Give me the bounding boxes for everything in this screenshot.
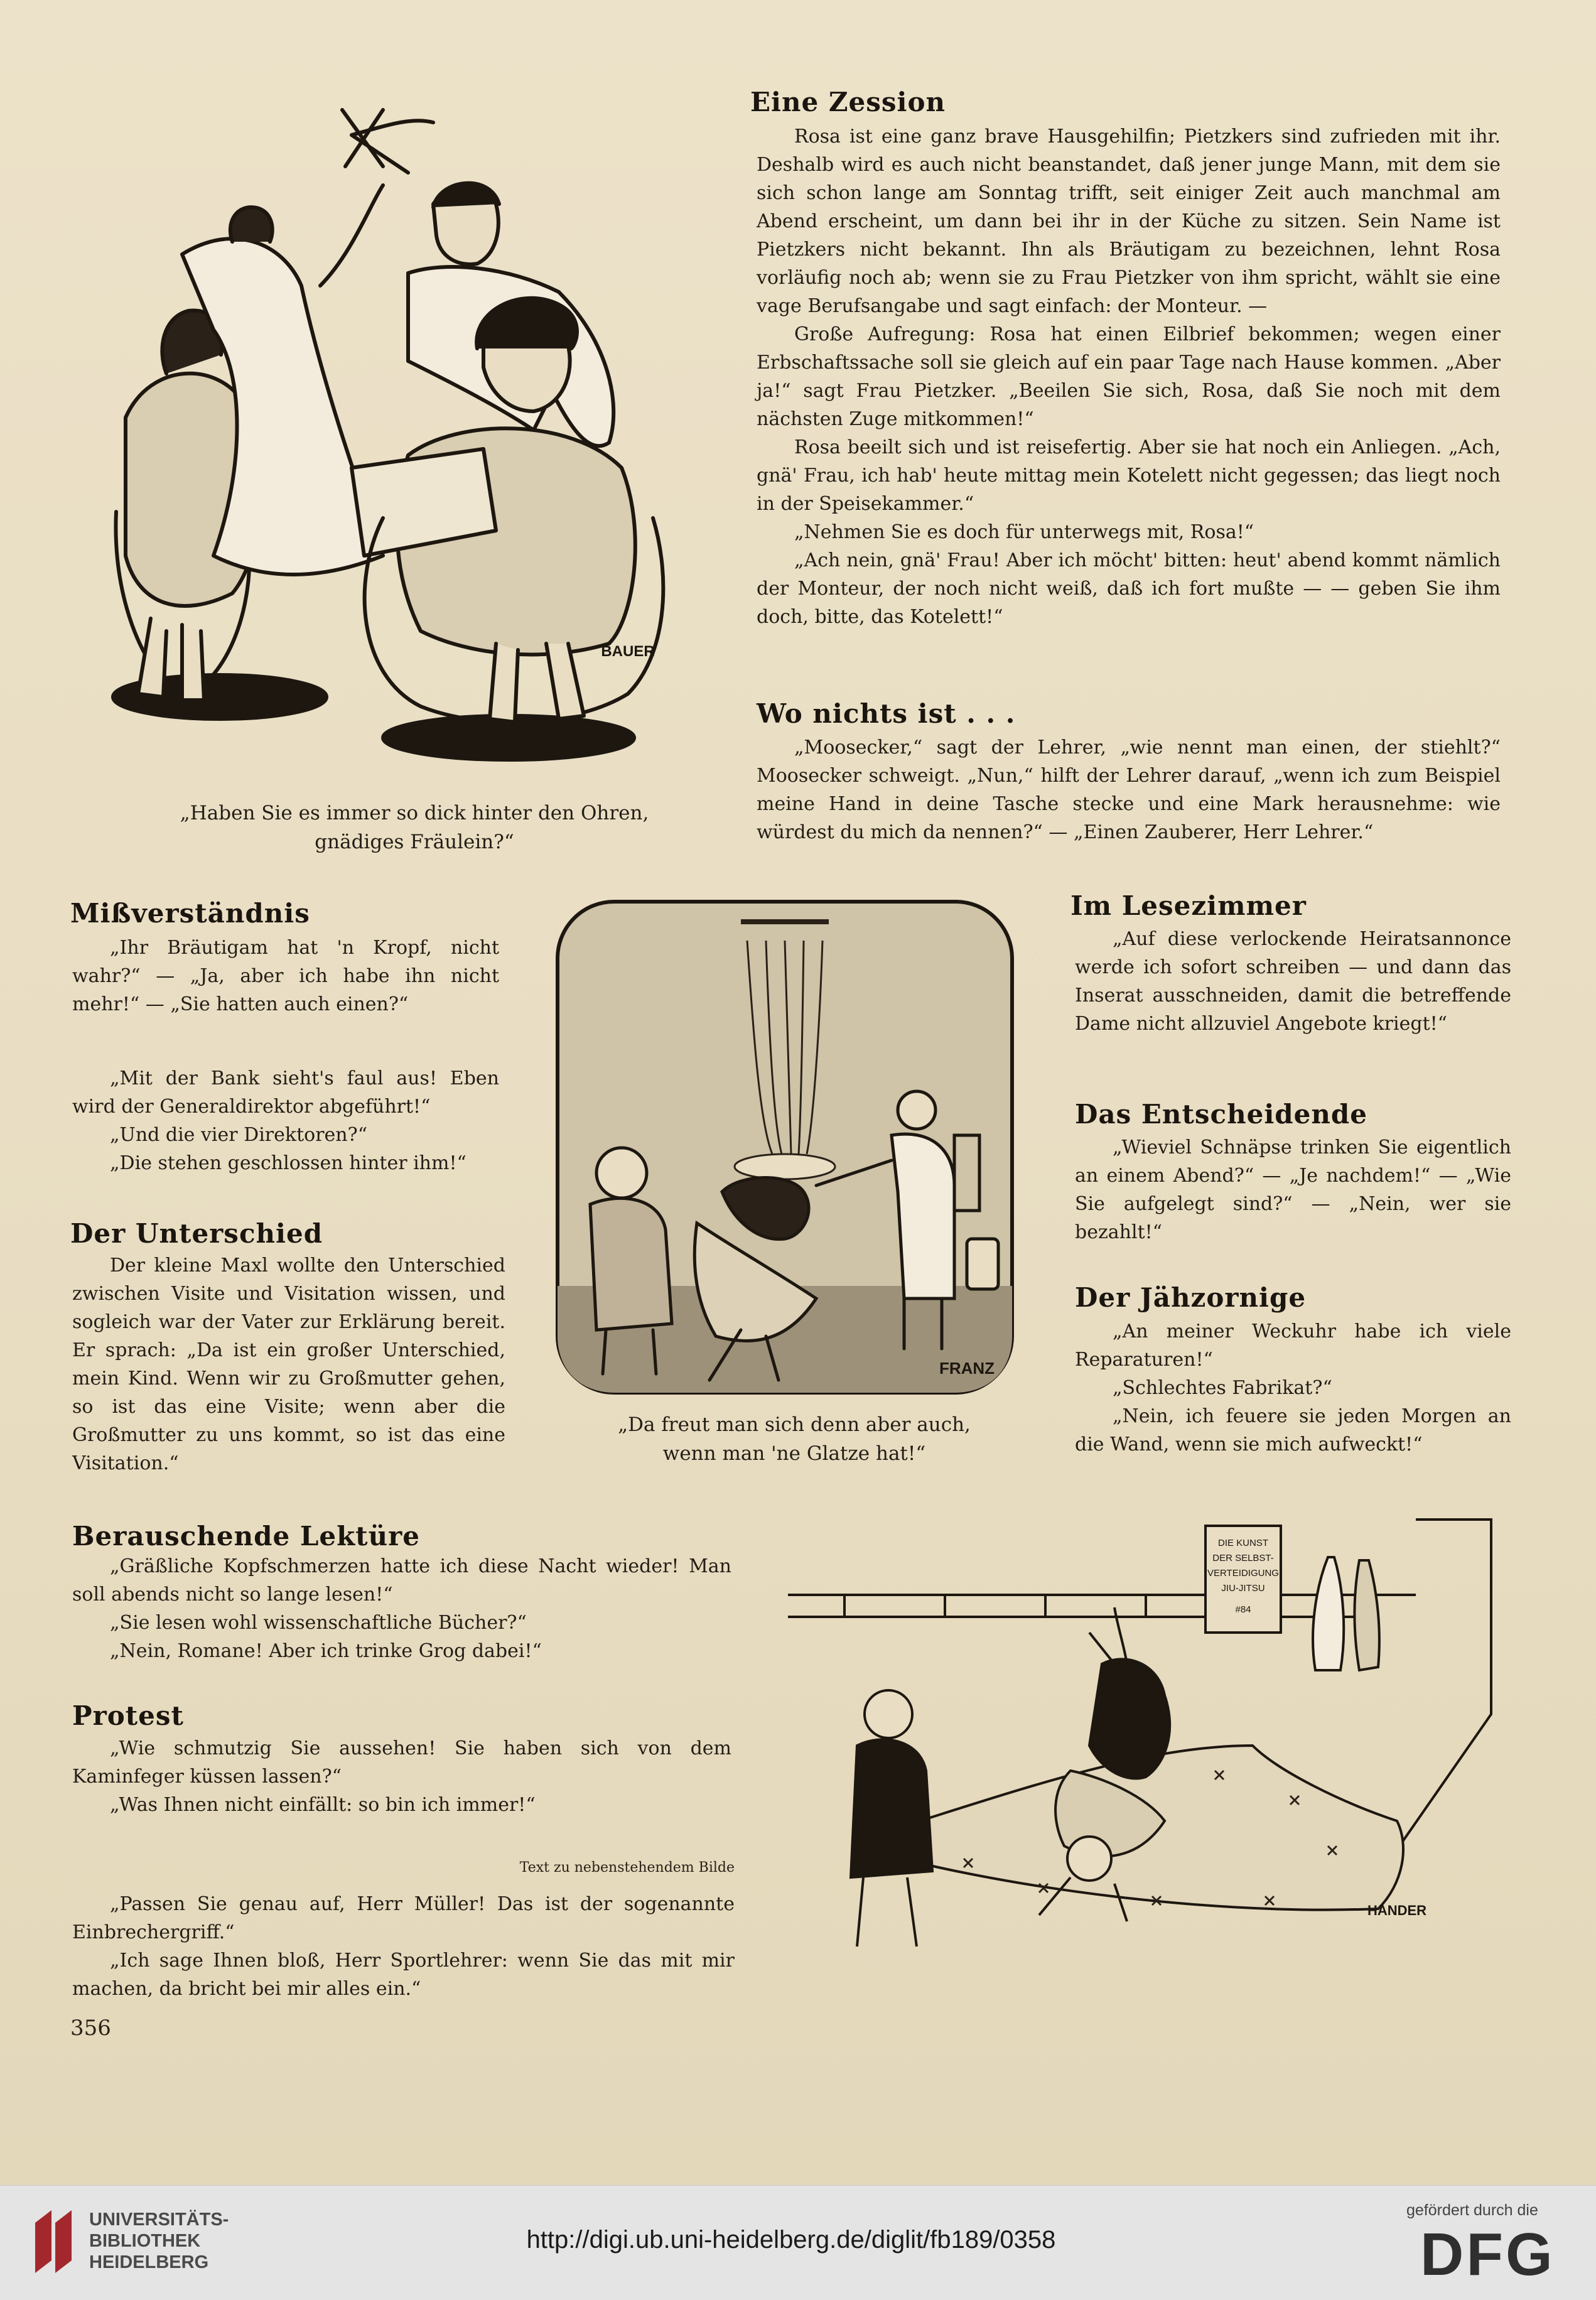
- missverstaendnis-title: Mißverständnis: [70, 898, 310, 929]
- bildtext-paragraph: „Passen Sie genau auf, Herr Müller! Das ist der sogenannte Einbrechergriff.“: [72, 1893, 735, 1943]
- poster-line: VERTEIDIGUNG: [1207, 1568, 1279, 1579]
- library-name-line: BIBLIOTHEK: [89, 2231, 201, 2251]
- unterschied-title: Der Unterschied: [70, 1218, 323, 1249]
- unterschied-paragraph: Der kleine Maxl wollte den Unterschied zwischen Visite und Visitation wissen, und sogleich war der Vater zur Erklärung bereit. Er sprach: „Da ist ein großer Unterschied, mein Kind. Wenn wir zu Großmutter gehen, so ist das eine Visite; wenn aber die Großmutter zu uns kommt, so ist das eine Visitation.“: [72, 1255, 505, 1474]
- wo-nichts-text: [757, 733, 1501, 846]
- zession-title: Eine Zession: [750, 87, 946, 117]
- zession-paragraph: Rosa ist eine ganz brave Hausgehilfin; Pietzkers sind zufrieden mit ihr. Deshalb wird es auch nicht beanstandet, daß jener junge Mann, mit dem sie sich schon lange am Sonntag trifft, seit einiger Zeit auch manchmal am Abend erscheint, um dann bei ihr in der Küche zu sitzen. Sein Name ist Pietzkers nicht bekannt. Ihn als Bräutigam zu bezeichnen, lehnt Rosa vorläufig noch ab; wenn sie zu Frau Pietzker von ihm spricht, wählt sie eine vage Berufsangabe und sagt einfach: der Monteur. —: [757, 126, 1501, 317]
- lesezimmer-text: [1075, 925, 1511, 1038]
- glatze-caption: „Da freut man sich denn aber auch, wenn man 'ne Glatze hat!“: [618, 1413, 971, 1465]
- wrestling-drawing: [775, 1507, 1519, 1984]
- poster-line: #84: [1235, 1604, 1251, 1615]
- library-name: [89, 2209, 229, 2273]
- bank-paragraph: „Mit der Bank sieht's faul aus! Eben wird der Generaldirektor abgeführt!“: [72, 1067, 499, 1118]
- bildtext-paragraph: „Ich sage Ihnen bloß, Herr Sportlehrer: wenn Sie das mit mir machen, da bricht bei mir alles ein.“: [72, 1950, 735, 2000]
- library-name-line: HEIDELBERG: [89, 2252, 209, 2272]
- protest-paragraph: „Wie schmutzig Sie aussehen! Sie haben sich von dem Kaminfeger küssen lassen?“: [72, 1737, 731, 1788]
- lektuere-title: Berauschende Lektüre: [72, 1521, 420, 1552]
- bildtext-text: [72, 1890, 735, 2003]
- zession-paragraph: Rosa beeilt sich und ist reisefertig. Aber sie hat noch ein Anliegen. „Ach, gnä' Frau, ich hab' heute mittag mein Kotelett nicht gegessen; das liegt noch in der Speisekammer.“: [757, 436, 1501, 515]
- zession-paragraph: Große Aufregung: Rosa hat einen Eilbrief bekommen; wegen einer Erbschaftssache soll sie gleich auf ein paar Tage nach Hause kommen. „Aber ja!“ sagt Frau Pietzker. „Beeilen Sie sich, Rosa, daß Sie noch mit dem nächsten Zuge mitkommen!“: [757, 323, 1501, 430]
- glatze-drawing: [553, 897, 1017, 1398]
- haircut-caption: „Haben Sie es immer so dick hinter den Ohren, gnädiges Fräulein?“: [180, 802, 649, 853]
- funded-by-label: gefördert durch die: [1406, 2201, 1538, 2219]
- glatze-illustration: [553, 897, 1017, 1398]
- bildtext-label: Text zu nebenstehendem Bilde: [519, 1860, 735, 1876]
- jaehzornige-title: Der Jähzornige: [1075, 1282, 1307, 1313]
- entscheidende-text: [1075, 1133, 1511, 1246]
- lesezimmer-paragraph: „Auf diese verlockende Heiratsannonce werde ich sofort schreiben — und dann das Inserat ausschneiden, damit die betreffende Dame nicht allzuviel Angebote kriegt!“: [1075, 928, 1511, 1035]
- lektuere-paragraph: „Sie lesen wohl wissenschaftliche Bücher?“: [110, 1612, 527, 1634]
- wrestling-illustration: [775, 1507, 1519, 1984]
- poster-line: DIE KUNST: [1217, 1538, 1269, 1548]
- poster-line: JIU-JITSU: [1221, 1583, 1265, 1594]
- haircut-signature: BAUER: [601, 643, 655, 660]
- zession-text: [757, 122, 1501, 631]
- jaehzornige-paragraph: „Nein, ich feuere sie jeden Morgen an die Wand, wenn sie mich aufweckt!“: [1075, 1405, 1511, 1455]
- protest-paragraph: „Was Ihnen nicht einfällt: so bin ich immer!“: [110, 1794, 536, 1816]
- missverstaendnis-text: [72, 934, 499, 1018]
- digital-library-url[interactable]: http://digi.ub.uni-heidelberg.de/diglit/fb189/0358: [526, 2226, 1056, 2254]
- dfg-logo: DFG: [1420, 2221, 1555, 2288]
- jaehzornige-paragraph: „Schlechtes Fabrikat?“: [1113, 1377, 1332, 1399]
- protest-title: Protest: [72, 1700, 184, 1731]
- page-number: 356: [70, 2016, 111, 2041]
- bank-joke: [72, 1064, 499, 1177]
- entscheidende-title: Das Entscheidende: [1075, 1099, 1367, 1130]
- zession-paragraph: „Nehmen Sie es doch für unterwegs mit, Rosa!“: [794, 521, 1254, 543]
- lektuere-paragraph: „Nein, Romane! Aber ich trinke Grog dabei!“: [110, 1640, 542, 1662]
- bank-paragraph: „Die stehen geschlossen hinter ihm!“: [110, 1152, 466, 1174]
- zession-paragraph: „Ach nein, gnä' Frau! Aber ich möcht' bitten: heut' abend kommt nämlich der Monteur, der noch nicht weiß, daß ich fort mußte — — geben Sie ihm doch, bitte, das Kotelett!“: [757, 549, 1501, 628]
- entscheidende-paragraph: „Wieviel Schnäpse trinken Sie eigentlich an einem Abend?“ — „Je nachdem!“ — „Wie Sie aufgelegt sind?“ — „Nein, wer sie bezahlt!“: [1075, 1137, 1511, 1243]
- bank-paragraph: „Und die vier Direktoren?“: [110, 1124, 368, 1146]
- protest-text: [72, 1734, 731, 1819]
- ub-logo-icon: [30, 2205, 77, 2278]
- lektuere-paragraph: „Gräßliche Kopfschmerzen hatte ich diese Nacht wieder! Man soll abends nicht so lange lesen!“: [72, 1555, 731, 1606]
- lesezimmer-title: Im Lesezimmer: [1070, 890, 1307, 921]
- lektuere-text: [72, 1552, 731, 1665]
- wo-nichts-title: Wo nichts ist . . .: [757, 698, 1016, 729]
- poster-line: DER SELBST-: [1212, 1553, 1274, 1563]
- library-name-line: UNIVERSITÄTS-: [89, 2210, 229, 2230]
- unterschied-text: [72, 1251, 505, 1477]
- wrestling-signature: HANDER: [1367, 1903, 1427, 1918]
- jaehzornige-text: [1075, 1317, 1511, 1459]
- haircut-illustration: [57, 78, 678, 782]
- haircut-drawing: [57, 78, 678, 782]
- missverstaendnis-paragraph: „Ihr Bräutigam hat 'n Kropf, nicht wahr?“ — „Ja, aber ich habe ihn nicht mehr!“ — „Sie hatten auch einen?“: [72, 937, 499, 1015]
- jaehzornige-paragraph: „An meiner Weckuhr habe ich viele Reparaturen!“: [1075, 1320, 1511, 1371]
- wo-nichts-paragraph: „Moosecker,“ sagt der Lehrer, „wie nennt man einen, der stiehlt?“ Moosecker schweigt. „Nun,“ hilft der Lehrer darauf, „wenn ich zum Beispiel meine Hand in deine Tasche stecke und eine Mark herausnehme: wie würdest du mich da nennen?“ — „Einen Zauberer, Herr Lehrer.“: [757, 737, 1501, 843]
- glatze-signature: FRANZ: [939, 1359, 995, 1378]
